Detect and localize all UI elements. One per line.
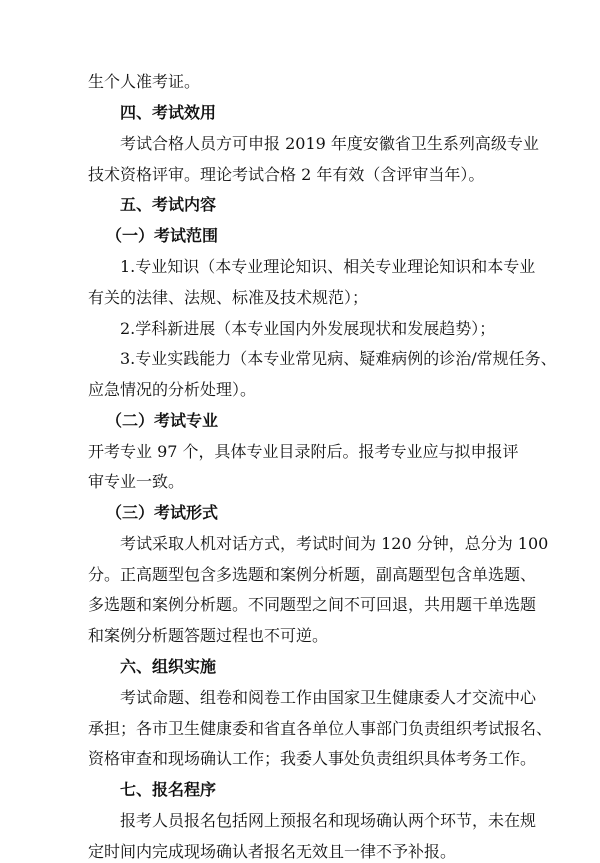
paragraph-line: 多选题和案例分析题。不同题型之间不可回退，共用题干单选题 [88, 595, 537, 614]
paragraph-line: 有关的法律、法规、标准及技术规范）； [88, 288, 369, 307]
paragraph-line: 和案例分析题答题过程也不可逆。 [88, 626, 329, 645]
paragraph-line: 1.专业知识（本专业理论知识、相关专业理论知识和本专业 [120, 257, 536, 276]
section-heading: 六、组织实施 [120, 657, 217, 676]
subsection-heading: （三）考试形式 [106, 503, 219, 522]
paragraph-line: 分。正高题型包含多选题和案例分析题，副高题型包含单选题、 [88, 565, 537, 584]
subsection-heading: （一）考试范围 [106, 226, 219, 245]
section-heading: 五、考试内容 [120, 195, 217, 214]
paragraph-line: 生个人准考证。 [88, 72, 201, 91]
paragraph-line: 考试采取人机对话方式，考试时间为 120 分钟，总分为 100 [120, 534, 549, 553]
paragraph-line: 审专业一致。 [88, 472, 185, 491]
paragraph-line: 定时间内完成现场确认者报名无效且一律不予补报。 [88, 842, 457, 861]
paragraph-line: 应急情况的分析处理）。 [88, 380, 257, 399]
paragraph-line: 2.学科新进展（本专业国内外发展现状和发展趋势）； [120, 319, 496, 338]
paragraph-line: 考试合格人员方可申报 2019 年度安徽省卫生系列高级专业 [120, 134, 539, 153]
subsection-heading: （二）考试专业 [106, 411, 219, 430]
paragraph-line: 考试命题、组卷和阅卷工作由国家卫生健康委人才交流中心 [120, 688, 537, 707]
paragraph-line: 3.专业实践能力（本专业常见病、疑难病例的诊治/常规任务、 [120, 349, 557, 368]
paragraph-line: 承担；各市卫生健康委和省直各单位人事部门负责组织考试报名、 [88, 719, 553, 738]
paragraph-line: 开考专业 97 个，具体专业目录附后。报考专业应与拟申报评 [88, 442, 519, 461]
paragraph-line: 技术资格评审。理论考试合格 2 年有效（含评审当年）。 [88, 165, 485, 184]
section-heading: 四、考试效用 [120, 103, 217, 122]
paragraph-line: 资格审查和现场确认工作；我委人事处负责组织具体考务工作。 [88, 749, 537, 768]
paragraph-line: 报考人员报名包括网上预报名和现场确认两个环节，未在规 [120, 811, 537, 830]
section-heading: 七、报名程序 [120, 780, 217, 799]
